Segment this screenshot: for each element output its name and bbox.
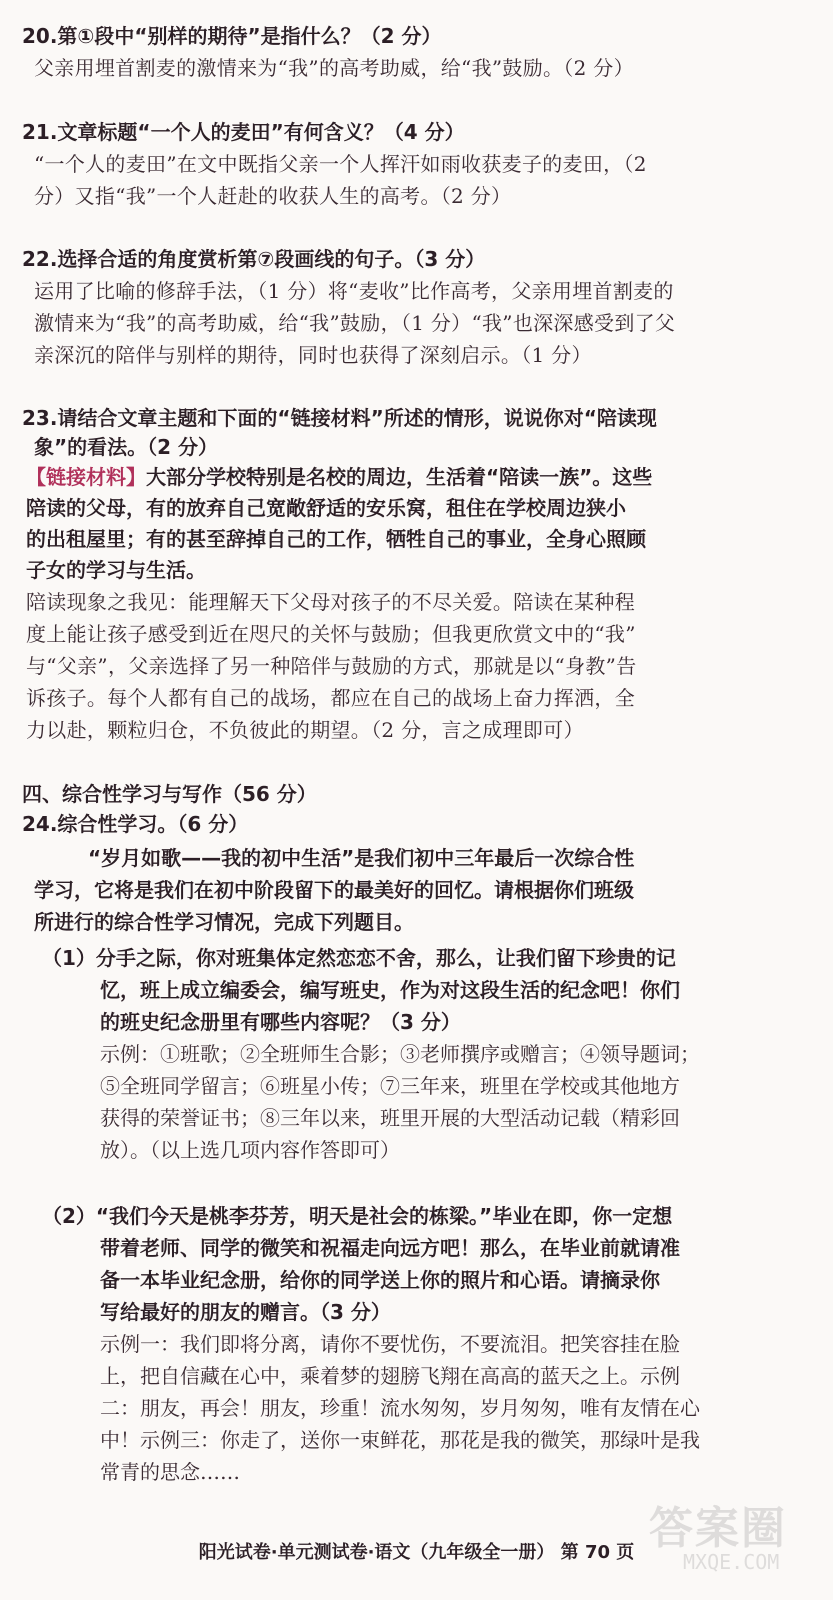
answer-21-line-2: 分）又指“我”一个人赶赴的收获人生的高考。（2 分） (34, 184, 512, 208)
question-23-line-1: 23.请结合文章主题和下面的“链接材料”所述的情形，说说你对“陪读现 (22, 406, 657, 430)
answer-22-line-3: 亲深沉的陪伴与别样的期待，同时也获得了深刻启示。（1 分） (34, 343, 592, 367)
q24-sub2-answer-line-5: 常青的思念…… (100, 1460, 240, 1484)
answer-23-line-5: 力以赴，颗粒归仓，不负彼此的期望。（2 分，言之成理即可） (26, 718, 584, 742)
answer-20-text: 父亲用埋首割麦的激情来为“我”的高考助威，给“我”鼓励。（2 分） (34, 56, 634, 80)
q24-intro-line-1: “岁月如歌——我的初中生活”是我们初中三年最后一次综合性 (88, 846, 635, 870)
question-21-text: 21.文章标题“一个人的麦田”有何含义？（4 分） (22, 120, 465, 144)
link-material-line-3: 的出租屋里；有的甚至辞掉自己的工作，牺牲自己的事业，全身心照顾 (26, 527, 646, 551)
question-23 (22, 404, 802, 746)
page-footer: 阳光试卷·单元测试卷·语文（九年级全一册） 第 70 页 (198, 1542, 635, 1563)
link-material-line-4: 子女的学习与生活。 (26, 558, 206, 582)
q24-sub1-answer-line-4: 放）。（以上选几项内容作答即可） (100, 1138, 400, 1162)
q24-sub2-answer-line-1: 示例一：我们即将分离，请你不要忧伤，不要流泪。把笑容挂在脸 (100, 1332, 680, 1356)
q24-sub1-answer-line-1: 示例：①班歌；②全班师生合影；③老师撰序或赠言；④领导题词； (100, 1042, 700, 1066)
question-23-line-2: 象”的看法。（2 分） (34, 435, 219, 459)
q24-sub2-line-3: 备一本毕业纪念册，给你的同学送上你的照片和心语。请摘录你 (100, 1268, 660, 1292)
q24-sub2-line-1: （2）“我们今天是桃李芬芳，明天是社会的栋梁。”毕业在即，你一定想 (42, 1204, 673, 1228)
answer-22-line-2: 激情来为“我”的高考助威，给“我”鼓励，（1 分）“我”也深深感受到了父 (34, 311, 676, 335)
question-22-text: 22.选择合适的角度赏析第⑦段画线的句子。（3 分） (22, 247, 486, 271)
q24-sub2-line-2: 带着老师、同学的微笑和祝福走向远方吧！那么，在毕业前就请准 (100, 1236, 680, 1260)
watermark-url: MXQE.COM (683, 1550, 780, 1574)
q24-sub1-answer-line-2: ⑤全班同学留言；⑥班星小传；⑦三年来，班里在学校或其他地方 (100, 1074, 680, 1098)
link-material-text-1: 大部分学校特别是名校的周边，生活着“陪读一族”。这些 (146, 465, 653, 489)
link-material-tag: 【链接材料】 (26, 465, 146, 489)
watermark-logo-text: 答案圈 (649, 1503, 787, 1554)
q24-sub1-line-3: 的班史纪念册里有哪些内容呢？（3 分） (100, 1010, 461, 1034)
link-material-line-2: 陪读的父母，有的放弃自己宽敞舒适的安乐窝，租住在学校周边狭小 (26, 496, 626, 520)
q24-intro-line-2: 学习，它将是我们在初中阶段留下的最美好的回忆。请根据你们班级 (34, 878, 634, 902)
question-24-heading: 24.综合性学习。（6 分） (22, 812, 249, 836)
answer-23-line-1: 陪读现象之我见：能理解天下父母对孩子的不尽关爱。陪读在某种程 (26, 590, 635, 614)
answer-23-line-4: 诉孩子。每个人都有自己的战场，都应在自己的战场上奋力挥洒，全 (26, 686, 635, 710)
q24-sub2-answer-line-3: 二：朋友，再会！朋友，珍重！流水匆匆，岁月匆匆，唯有友情在心 (100, 1396, 700, 1420)
question-20 (22, 22, 802, 84)
question-20-text: 20.第①段中“别样的期待”是指什么？（2 分） (22, 24, 442, 48)
q24-sub2-answer-line-4: 中！示例三：你走了，送你一束鲜花，那花是我的微笑，那绿叶是我 (100, 1428, 700, 1452)
q24-sub2-answer-line-2: 上，把自信藏在心中，乘着梦的翅膀飞翔在高高的蓝天之上。示例 (100, 1364, 680, 1388)
section-4 (22, 780, 802, 1488)
question-21 (22, 118, 802, 212)
q24-sub1-line-2: 忆，班上成立编委会，编写班史，作为对这段生活的纪念吧！你们 (100, 978, 680, 1002)
q24-sub1-line-1: （1）分手之际，你对班集体定然恋恋不舍，那么，让我们留下珍贵的记 (42, 946, 676, 970)
answer-21-line-1: “一个人的麦田”在文中既指父亲一个人挥汗如雨收获麦子的麦田，（2 (34, 152, 647, 176)
q24-sub2-line-4: 写给最好的朋友的赠言。（3 分） (100, 1300, 391, 1324)
q24-intro-line-3: 所进行的综合性学习情况，完成下列题目。 (34, 910, 414, 934)
q24-sub1-answer-line-3: 获得的荣誉证书；⑧三年以来，班里开展的大型活动记载（精彩回 (100, 1106, 680, 1130)
section-4-heading: 四、综合性学习与写作（56 分） (22, 782, 317, 806)
answer-23-line-3: 与“父亲”，父亲选择了另一种陪伴与鼓励的方式，那就是以“身教”告 (26, 654, 637, 678)
answer-23-line-2: 度上能让孩子感受到近在咫尺的关怀与鼓励；但我更欣赏文中的“我” (26, 622, 636, 646)
question-22 (22, 245, 802, 371)
answer-22-line-1: 运用了比喻的修辞手法，（1 分）将“麦收”比作高考，父亲用埋首割麦的 (34, 279, 674, 303)
link-material-line-1 (22, 462, 802, 493)
